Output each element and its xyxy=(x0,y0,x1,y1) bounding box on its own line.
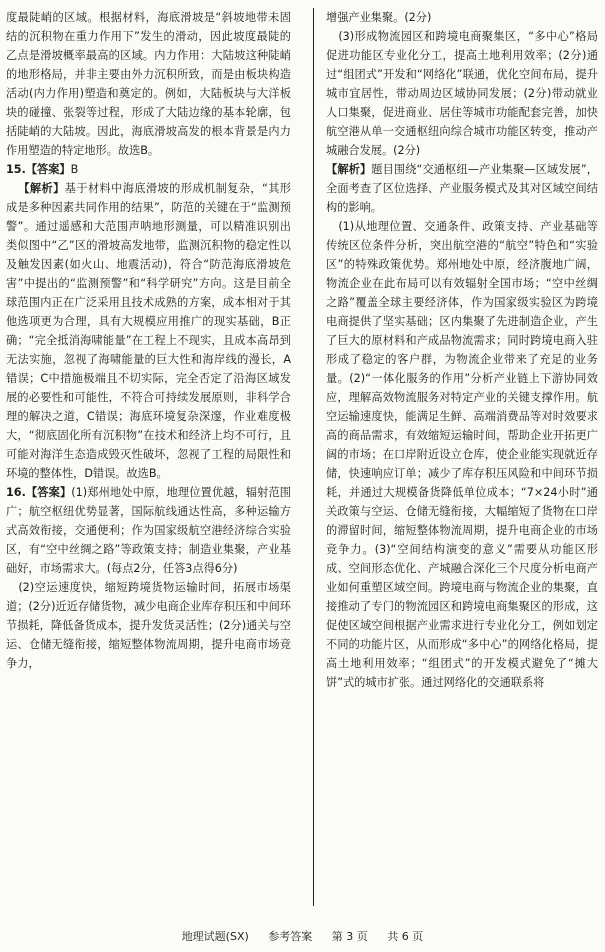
q16-answer-line xyxy=(6,483,291,578)
q16-answer-tag: 【答案】 xyxy=(25,486,72,499)
q16-analysis-intro: 题目围绕“交通枢纽—产业集聚—区域发展”，全面考查了区位选择、产业服务模式及其对区域空间结构的影响。 xyxy=(326,163,598,214)
q16-analysis-body: (1)从地理位置、交通条件、政策支持、产业基础等传统区位条件分析，突出航空港的“航空”特色和“实验区”的特殊政策优势。郑州地处中原，经济腹地广阔，物流企业在此布局可以有效辐射全国市场；“空中丝绸之路”覆盖全球主要经济体，作为国家级实验区为跨境电商提供了坚实基础；区内集聚了先进制造企业，产生了巨大的原材料和产成品物流需求；同时跨境电商入驻形成了稳定的客户群，为物流企业带来了充足的业务量。(2)“一体化服务的作用”分析产业链上下游协同效应，理解高效物流服务对特定产业的关键支撑作用。航空运输速度快，能满足生鲜、高端消费品等对时效要求高的商品需求，有效缩短运输时间，帮助企业开拓更广阔的市场；在口岸附近设立仓库，使企业能实现就近存储，快速响应订单；减少了库存积压风险和中间环节损耗，并通过大规模备货降低单位成本；“7×24小时”通关政策与空运、仓储无缝衔接，大幅缩短了货物在口岸的滞留时间，缩短整体物流周期，提升电商企业的市场竞争力。(3)“空间结构演变的意义”需要从功能区形成、空间形态优化、产城融合深化三个尺度分析电商产业如何重塑区域空间。跨境电商与物流企业的集聚，直接推动了专门的物流园区和跨境电商集聚区的形成，这促使区域空间根据产业需求进行专业化分工，例如划定不同的功能片区，从而形成“多中心”的网络化格局，提高土地利用效率；“组团式”的开发模式避免了“摊大饼”式的城市扩张。通过网络化的交通联系将 xyxy=(326,220,598,689)
footer-title: 地理试题(SX) xyxy=(181,930,249,943)
q15-analysis-tag: 【解析】 xyxy=(18,182,65,195)
q16-number: 16. xyxy=(6,486,26,499)
q16-answer-part2: (2)空运速度快，缩短跨境货物运输时间，拓展市场渠道；(2分)近近存储货物，减少电商企业库存积压和中间环节损耗，降低备货成本，提升发货灵活性；(2分)通关与空运、仓储无缝衔接，缩短整体物流周期，提升电商市场竞争力， xyxy=(6,581,291,670)
q16-analysis-tag: 【解析】 xyxy=(326,163,372,176)
right-column xyxy=(326,8,598,908)
q15-answer: B xyxy=(70,163,79,176)
q15-analysis-text: 基于材料中海底滑坡的形成机制复杂，“其形成是多种因素共同作用的结果”，防范的关键在于“监测预警”。通过遥感和大范围声呐地形测量，可以精准识别出类似图中“乙”区的滑坡高发地带，监测沉积物的稳定性以及触发因素(如火山、地震活动)，符合“防范海底滑坡危害”中提出的“监测预警”和“科学研究”方向。这是目前全球范围内正在广泛采用且技术成熟的方案，成本相对于其他选项更为合理，具有大规模应用推广的现实基础，B正确；“完全抵消海啸能量”在工程上不现实，且成本高昂到无法实施，忽视了海啸能量的巨大性和海岸线的漫长，A错误；C中措施极端且不切实际，完全否定了沿海区域发展的必要性和可能性，不符合可持续发展原则，非科学合理的解决之道，C错误；海底环境复杂深邃，作业难度极大，“彻底固化所有沉积物”在技术和经济上均不可行，且可能对海洋生态造成毁灭性破坏，忽视了工程的局限性和环境的整体性，D错误。故选B。 xyxy=(6,182,291,480)
page-footer xyxy=(0,928,605,944)
footer-page-number: 第 3 页 xyxy=(331,930,368,943)
q16-analysis xyxy=(326,160,598,217)
footer-answer-label: 参考答案 xyxy=(268,930,313,943)
q15-analysis xyxy=(6,179,291,483)
q16-answer-part1: (1)郑州地处中原，地理位置优越，辐射范围广；航空枢纽优势显著，国际航线通达性高，多种运输方式高效衔接，交通便利；作为国家级航空港经济综合实验区，有“空中丝绸之路”等政策支持；制造业集聚，产业基础好，市场需求大。(每点2分，任答3点得6分) xyxy=(6,486,291,575)
q15-answer-line xyxy=(6,160,291,179)
q14-analysis-continued: 度最陡峭的区域。根据材料，海底滑坡是“斜坡地带未固结的沉积物在重力作用下”发生的滑动，因此坡度最陡的乙点是滑坡概率最高的区域。内力作用：大陆坡这种陡峭的地形格局，并非主要由外力沉积所致，而是由板块构造活动(内力作用)塑造和奠定的。例如，大陆板块与大洋板块的碰撞、张裂等过程，形成了大陆边缘的基本轮廓，包括陡峭的大陆坡。因此，海底滑坡高发的根本背景是内力作用塑造的特定地形。故选B。 xyxy=(6,11,291,157)
q16-answer-part2-end: 增强产业集聚。(2分) xyxy=(326,11,432,24)
q15-number: 15. xyxy=(6,163,26,176)
column-divider xyxy=(313,8,314,906)
footer-total-pages: 共 6 页 xyxy=(387,930,424,943)
left-column xyxy=(6,8,291,908)
q15-answer-tag: 【答案】 xyxy=(25,163,71,176)
q16-answer-part3: (3)形成物流园区和跨境电商聚集区，“多中心”格局促进功能区专业化分工，提高土地利用效率；(2分)通过“组团式”开发和“网络化”联通，优化空间布局，提升城市宜居性，带动周边区域协同发展；(2分)带动就业人口集聚，促进商业、居住等城市功能配套完善，加快航空港从单一交通枢纽向综合城市功能区转变，推动产城融合发展。(2分) xyxy=(326,30,598,157)
